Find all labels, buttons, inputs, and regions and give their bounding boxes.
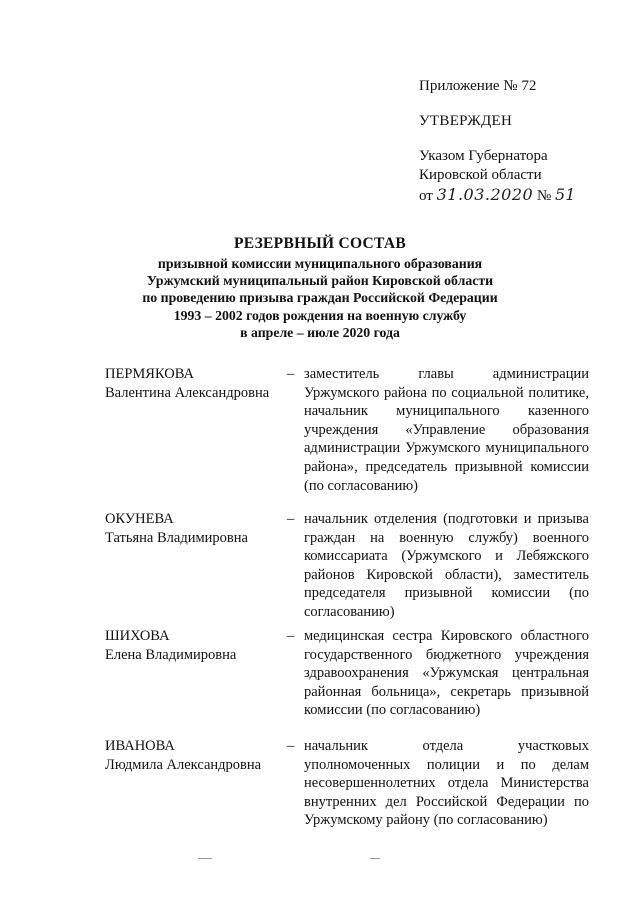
member-role: медицинская сестра Кировского областного государственного бюджетного учреждения здравоохранения «Уржумская центральная районная больница», секретарь призывной комиссии (по согласованию) bbox=[304, 628, 589, 719]
member-given-name: Людмила Александровна bbox=[105, 756, 262, 773]
scan-mark bbox=[370, 858, 380, 859]
dash-separator: – bbox=[287, 511, 295, 527]
member-name bbox=[105, 510, 285, 547]
decree-line-2: Кировской области bbox=[419, 167, 542, 183]
decree-date-handwritten: 31.03.2020 bbox=[436, 185, 534, 204]
document-title bbox=[0, 234, 640, 341]
scan-mark bbox=[198, 858, 212, 859]
member-surname: ОКУНЕВА bbox=[105, 511, 174, 527]
member-role: начальник отделения (подготовки и призыва граждан на военную службу) военного комиссариата (Уржумского и Лебяжского районов Кировской области), заместитель председателя призывной комиссии (по согласованию) bbox=[304, 511, 589, 620]
decree-prefix: от bbox=[419, 188, 433, 204]
member-name bbox=[105, 365, 285, 402]
member-given-name: Валентина Александровна bbox=[105, 384, 270, 401]
decree-line-1: Указом Губернатора bbox=[419, 148, 548, 164]
dash-separator: – bbox=[287, 628, 295, 644]
title-line-4: по проведению призыва граждан Российской Федерации bbox=[142, 290, 498, 306]
title-line-5: 1993 – 2002 годов рождения на военную службу bbox=[173, 307, 467, 323]
title-line-3: Уржумский муниципальный район Кировской области bbox=[146, 273, 494, 289]
title-line-1: РЕЗЕРВНЫЙ СОСТАВ bbox=[233, 235, 407, 252]
member-role: заместитель главы администрации Уржумского района по социальной политике, начальник муниципального казенного учреждения «Управление образования администрации Уржумского муниципального района», председатель призывной комиссии (по согласованию) bbox=[304, 366, 589, 494]
member-name bbox=[105, 627, 285, 664]
decree-number-handwritten: 51 bbox=[555, 185, 576, 204]
member-role: начальник отдела участковых уполномоченных полиции и по делам несовершеннолетних отдела Министерства внутренних дел Российской Федерации по Уржумскому району (по согласованию) bbox=[304, 738, 589, 829]
member-given-name: Татьяна Владимировна bbox=[105, 529, 248, 546]
member-given-name: Елена Владимировна bbox=[105, 646, 237, 663]
member-surname: ШИХОВА bbox=[105, 628, 170, 644]
member-surname: ПЕРМЯКОВА bbox=[105, 366, 194, 382]
decree-number-label: № bbox=[536, 188, 552, 204]
member-surname: ИВАНОВА bbox=[105, 738, 175, 754]
decree-line-3 bbox=[419, 185, 575, 206]
member-name bbox=[105, 737, 285, 774]
appendix-number: Приложение № 72 bbox=[419, 78, 537, 94]
decree-reference bbox=[419, 147, 575, 206]
approved-heading: УТВЕРЖДЕН bbox=[419, 113, 513, 129]
title-line-6: в апреле – июле 2020 года bbox=[240, 324, 400, 340]
dash-separator: – bbox=[287, 738, 295, 754]
title-line-2: призывной комиссии муниципального образования bbox=[157, 256, 483, 271]
dash-separator: – bbox=[287, 366, 295, 382]
